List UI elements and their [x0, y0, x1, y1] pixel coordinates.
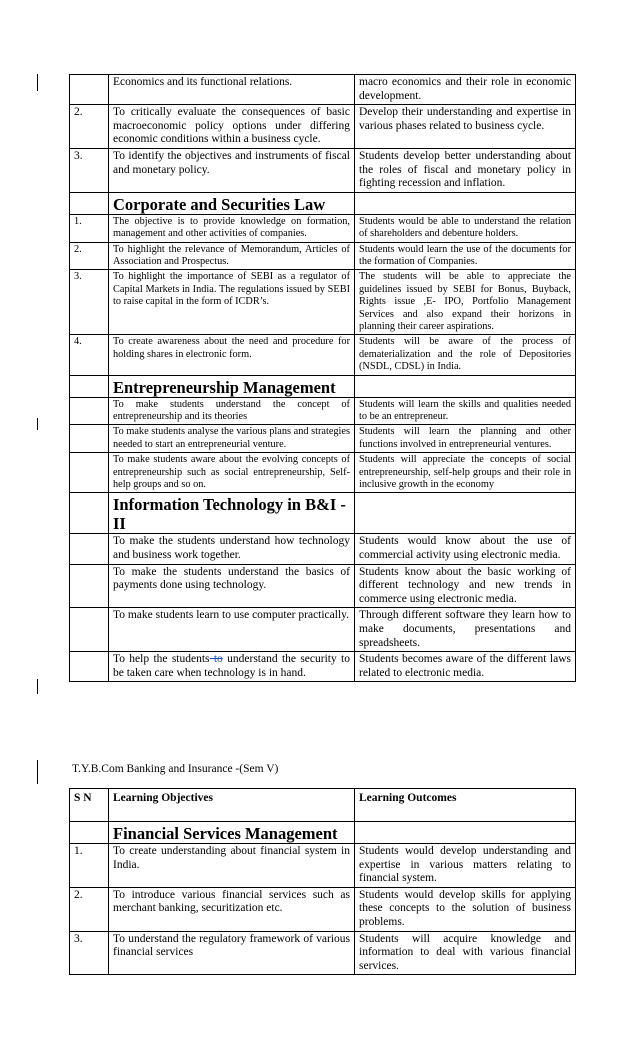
section-outcome-cell — [355, 493, 576, 534]
serial-number: 2. — [70, 242, 109, 270]
learning-outcome: Students would develop understanding and expertise in various matters relating to financial system. — [355, 844, 576, 888]
table-row — [70, 214, 576, 242]
serial-number — [70, 75, 109, 105]
learning-outcome: Students would learn the use of the documents for the formation of Companies. — [355, 242, 576, 270]
serial-number: 2. — [70, 887, 109, 931]
section-header-row — [70, 192, 576, 214]
learning-outcome: Students will learn the planning and other functions involved in entrepreneurial ventures. — [355, 425, 576, 453]
table-row — [70, 335, 576, 375]
serial-number: 1. — [70, 844, 109, 888]
objective-text: To help the students — [113, 653, 210, 666]
table-row — [70, 844, 576, 888]
learning-objective — [109, 652, 355, 682]
learning-objective: To critically evaluate the consequences of basic macroeconomic policy options under differing economic conditions within a business cycle. — [109, 105, 355, 149]
learning-objective: Economics and its functional relations. — [109, 75, 355, 105]
objective-text: understand the security to be taken care when technology is in hand. — [113, 653, 351, 679]
learning-outcome: Students would be able to understand the relation of shareholders and debenture holders. — [355, 214, 576, 242]
table-row — [70, 887, 576, 931]
learning-outcome: Students develop better understanding about the roles of fiscal and monetary policy in fighting recession and inflation. — [355, 148, 576, 192]
learning-objective: To highlight the importance of SEBI as a regulator of Capital Markets in India. The regulations issued by SEBI to raise capital in the form of ICDR’s. — [109, 270, 355, 335]
serial-number — [70, 397, 109, 425]
learning-outcome: Students will appreciate the concepts of social entrepreneurship, self-help groups and their role in inclusive growth in the economy — [355, 453, 576, 493]
serial-number — [70, 453, 109, 493]
learning-objective: The objective is to provide knowledge on formation, management and other activities of companies. — [109, 214, 355, 242]
serial-number: 3. — [70, 270, 109, 335]
serial-number — [70, 534, 109, 564]
course-outcomes-table — [69, 74, 576, 682]
section-sn-cell — [70, 192, 109, 214]
table-row — [70, 534, 576, 564]
section-header-row — [70, 493, 576, 534]
banking-insurance-outcomes-table — [69, 788, 576, 975]
table-header-row — [70, 789, 576, 822]
section-outcome-cell — [355, 375, 576, 397]
table-row — [70, 397, 576, 425]
learning-objective: To highlight the relevance of Memorandum, Articles of Association and Prospectus. — [109, 242, 355, 270]
learning-outcome: Develop their understanding and expertise in various phases related to business cycle. — [355, 105, 576, 149]
learning-outcome: Through different software they learn how to make documents, presentations and spreadsheets. — [355, 608, 576, 652]
section-sn-cell — [70, 822, 109, 844]
section-sn-cell — [70, 493, 109, 534]
serial-number: 4. — [70, 335, 109, 375]
learning-objective: To make students learn to use computer practically. — [109, 608, 355, 652]
table-row — [70, 453, 576, 493]
table-row — [70, 608, 576, 652]
serial-number — [70, 608, 109, 652]
learning-outcome: Students becomes aware of the different laws related to electronic media. — [355, 652, 576, 682]
section-outcome-cell — [355, 822, 576, 844]
learning-objective: To identify the objectives and instruments of fiscal and monetary policy. — [109, 148, 355, 192]
learning-objective: To understand the regulatory framework of various financial services — [109, 931, 355, 975]
serial-number — [70, 564, 109, 608]
learning-outcome: The students will be able to appreciate the guidelines issued by SEBI for Bonus, Buyback, Rights issue ,E- IPO, Portfolio Management Services and also expand their horizons in planning their career aspirations. — [355, 270, 576, 335]
section-outcome-cell — [355, 192, 576, 214]
learning-outcome: Students will be aware of the process of dematerialization and the role of Depositories (NSDL, CDSL) in India. — [355, 335, 576, 375]
learning-objective: To make the students understand how technology and business work together. — [109, 534, 355, 564]
section-sn-cell — [70, 375, 109, 397]
table-row — [70, 148, 576, 192]
learning-objective: To make students aware about the evolving concepts of entrepreneurship such as social entrepreneurship, Self-help groups and so on. — [109, 453, 355, 493]
learning-outcome: macro economics and their role in economic development. — [355, 75, 576, 105]
header-learning-outcomes: Learning Outcomes — [355, 789, 576, 822]
section-title: Financial Services Management — [109, 822, 355, 844]
table-row — [70, 242, 576, 270]
table-row — [70, 425, 576, 453]
revision-mark — [37, 760, 38, 784]
program-caption: T.Y.B.Com Banking and Insurance -(Sem V) — [72, 763, 279, 775]
learning-objective: To create understanding about financial system in India. — [109, 844, 355, 888]
learning-objective: To introduce various financial services such as merchant banking, securitization etc. — [109, 887, 355, 931]
table-row — [70, 931, 576, 975]
learning-objective: To make students understand the concept of entrepreneurship and its theories — [109, 397, 355, 425]
serial-number: 1. — [70, 214, 109, 242]
learning-outcome: Students will learn the skills and qualities needed to be an entrepreneur. — [355, 397, 576, 425]
revision-mark — [37, 679, 38, 694]
section-header-row — [70, 375, 576, 397]
learning-outcome: Students know about the basic working of different technology and new trends in commerce using electronic media. — [355, 564, 576, 608]
learning-objective: To create awareness about the need and procedure for holding shares in electronic form. — [109, 335, 355, 375]
section-header-row — [70, 822, 576, 844]
header-sn: S N — [70, 789, 109, 822]
table-row — [70, 75, 576, 105]
revision-mark — [37, 74, 38, 91]
table-row — [70, 652, 576, 682]
section-title: Entrepreneurship Management — [109, 375, 355, 397]
serial-number: 3. — [70, 931, 109, 975]
serial-number: 3. — [70, 148, 109, 192]
table-row — [70, 270, 576, 335]
learning-objective: To make the students understand the basics of payments done using technology. — [109, 564, 355, 608]
serial-number: 2. — [70, 105, 109, 149]
section-title: Corporate and Securities Law — [109, 192, 355, 214]
learning-outcome: Students will acquire knowledge and information to deal with various financial services. — [355, 931, 576, 975]
learning-outcome: Students would know about the use of commercial activity using electronic media. — [355, 534, 576, 564]
struck-text: to — [209, 653, 223, 666]
table-row — [70, 564, 576, 608]
serial-number — [70, 652, 109, 682]
table-row — [70, 105, 576, 149]
serial-number — [70, 425, 109, 453]
revision-mark — [37, 418, 38, 430]
section-title: Information Technology in B&I - II — [109, 493, 355, 534]
learning-outcome: Students would develop skills for applying these concepts to the solution of business problems. — [355, 887, 576, 931]
learning-objective: To make students analyse the various plans and strategies needed to start an entrepreneurial venture. — [109, 425, 355, 453]
header-learning-objectives: Learning Objectives — [109, 789, 355, 822]
